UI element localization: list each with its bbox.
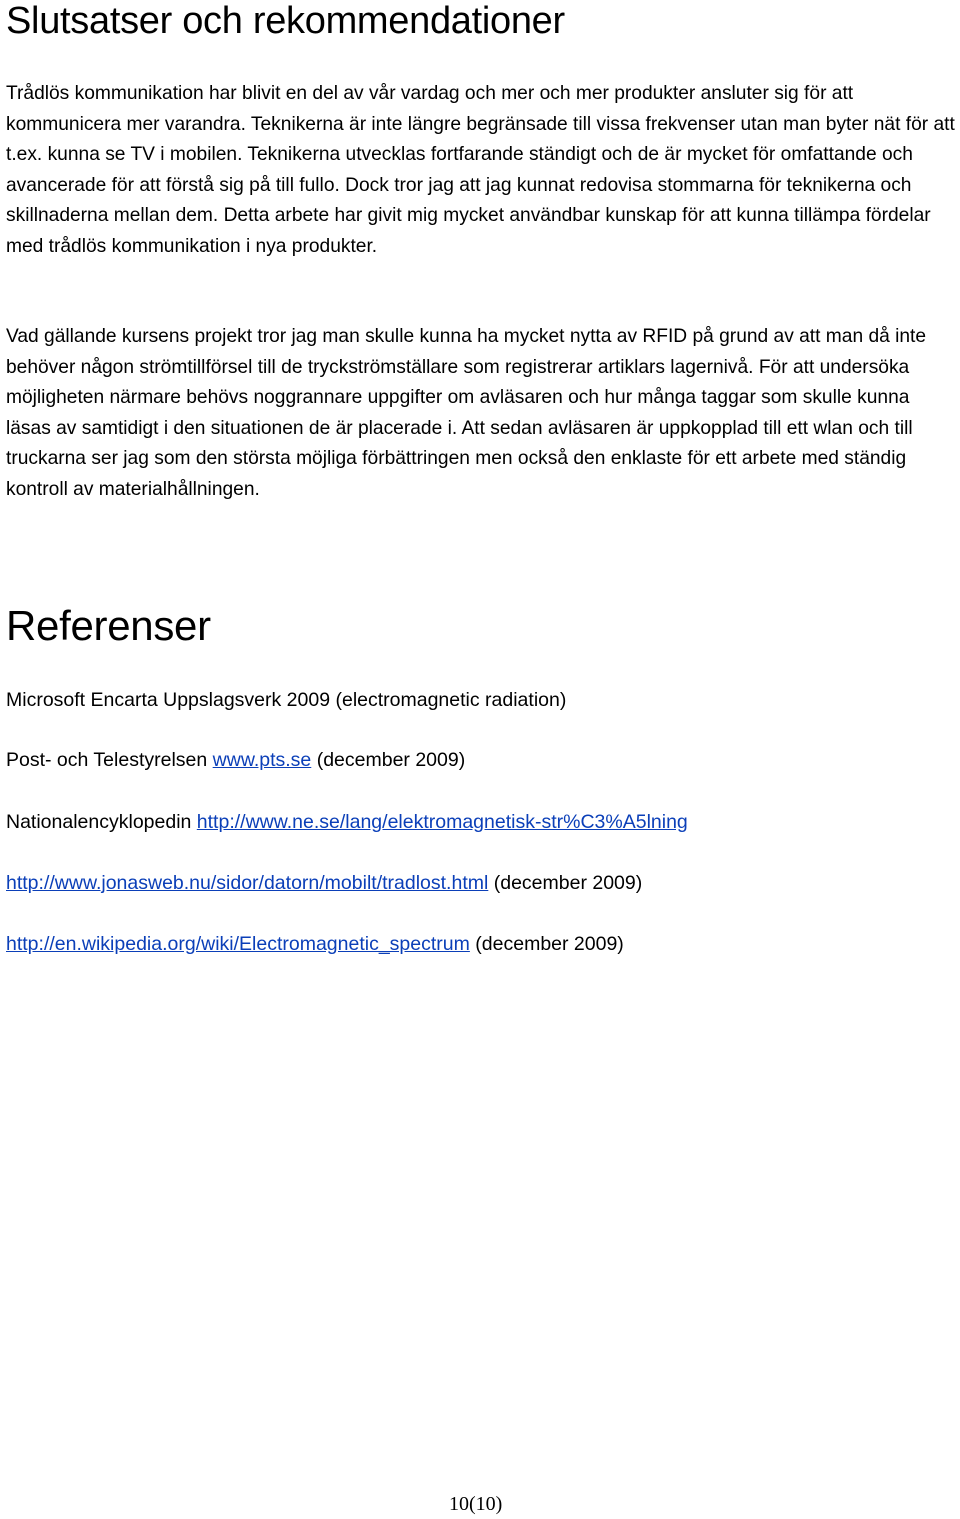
reference-date: (december 2009): [469, 933, 624, 955]
reference-item: [6, 686, 566, 714]
reference-item: [6, 808, 688, 836]
reference-text: Nationalencyklopedin: [6, 811, 197, 833]
reference-date: (december 2009): [311, 749, 466, 771]
page-number: 10(10): [449, 1493, 503, 1515]
conclusions-paragraph-1: Trådlös kommunikation har blivit en del av vår vardag och mer och mer produkter ansluter sig för att kommunicera mer varandra. Teknikerna är inte längre begränsade till vissa frekvenser utan man byter nät för att t.ex. kunna se TV i mobilen. Teknikerna utvecklas fortfarande ständigt och de är mycket för omfattande och avancerade för att förstå sig på till fullo. Dock tror jag att jag kunnat redovisa stommarna för teknikerna och skillnaderna mellan dem. Detta arbete har givit mig mycket användbar kunskap för att kunna tillämpa fördelar med trådlös kommunikation i nya produkter.: [6, 83, 955, 257]
reference-link-wikipedia[interactable]: http://en.wikipedia.org/wiki/Electromagnetic_spectrum: [6, 933, 470, 955]
section-heading-references: Referenser: [6, 602, 211, 649]
section-heading-conclusions: Slutsatser och rekommendationer: [6, 0, 565, 42]
conclusions-paragraph-2: Vad gällande kursens projekt tror jag man skulle kunna ha mycket nytta av RFID på grund av att man då inte behöver någon strömtillförsel till de tryckströmställare som registrerar artiklars lagernivå. För att undersöka möjligheten närmare behövs noggrannare uppgifter om avläsaren och hur många taggar som skulle kunna läsas av samtidigt i den situationen de är placerade i. Att sedan avläsaren är uppkopplad till ett wlan och till truckarna ser jag som den största möjliga förbättringen men också den enklaste för ett arbete med ständig kontroll av materialhållningen.: [6, 326, 927, 500]
reference-date: (december 2009): [488, 872, 643, 894]
reference-text: Post- och Telestyrelsen: [6, 749, 213, 771]
reference-link-ne[interactable]: http://www.ne.se/lang/elektromagnetisk-str%C3%A5lning: [196, 811, 688, 833]
reference-item: [6, 746, 465, 774]
reference-link-jonasweb[interactable]: http://www.jonasweb.nu/sidor/datorn/mobilt/tradlost.html: [6, 872, 489, 894]
reference-link-pts[interactable]: www.pts.se: [212, 749, 312, 771]
reference-item: [6, 869, 642, 897]
reference-item: [6, 930, 624, 958]
reference-text: Microsoft Encarta Uppslagsverk 2009 (electromagnetic radiation): [6, 689, 567, 711]
